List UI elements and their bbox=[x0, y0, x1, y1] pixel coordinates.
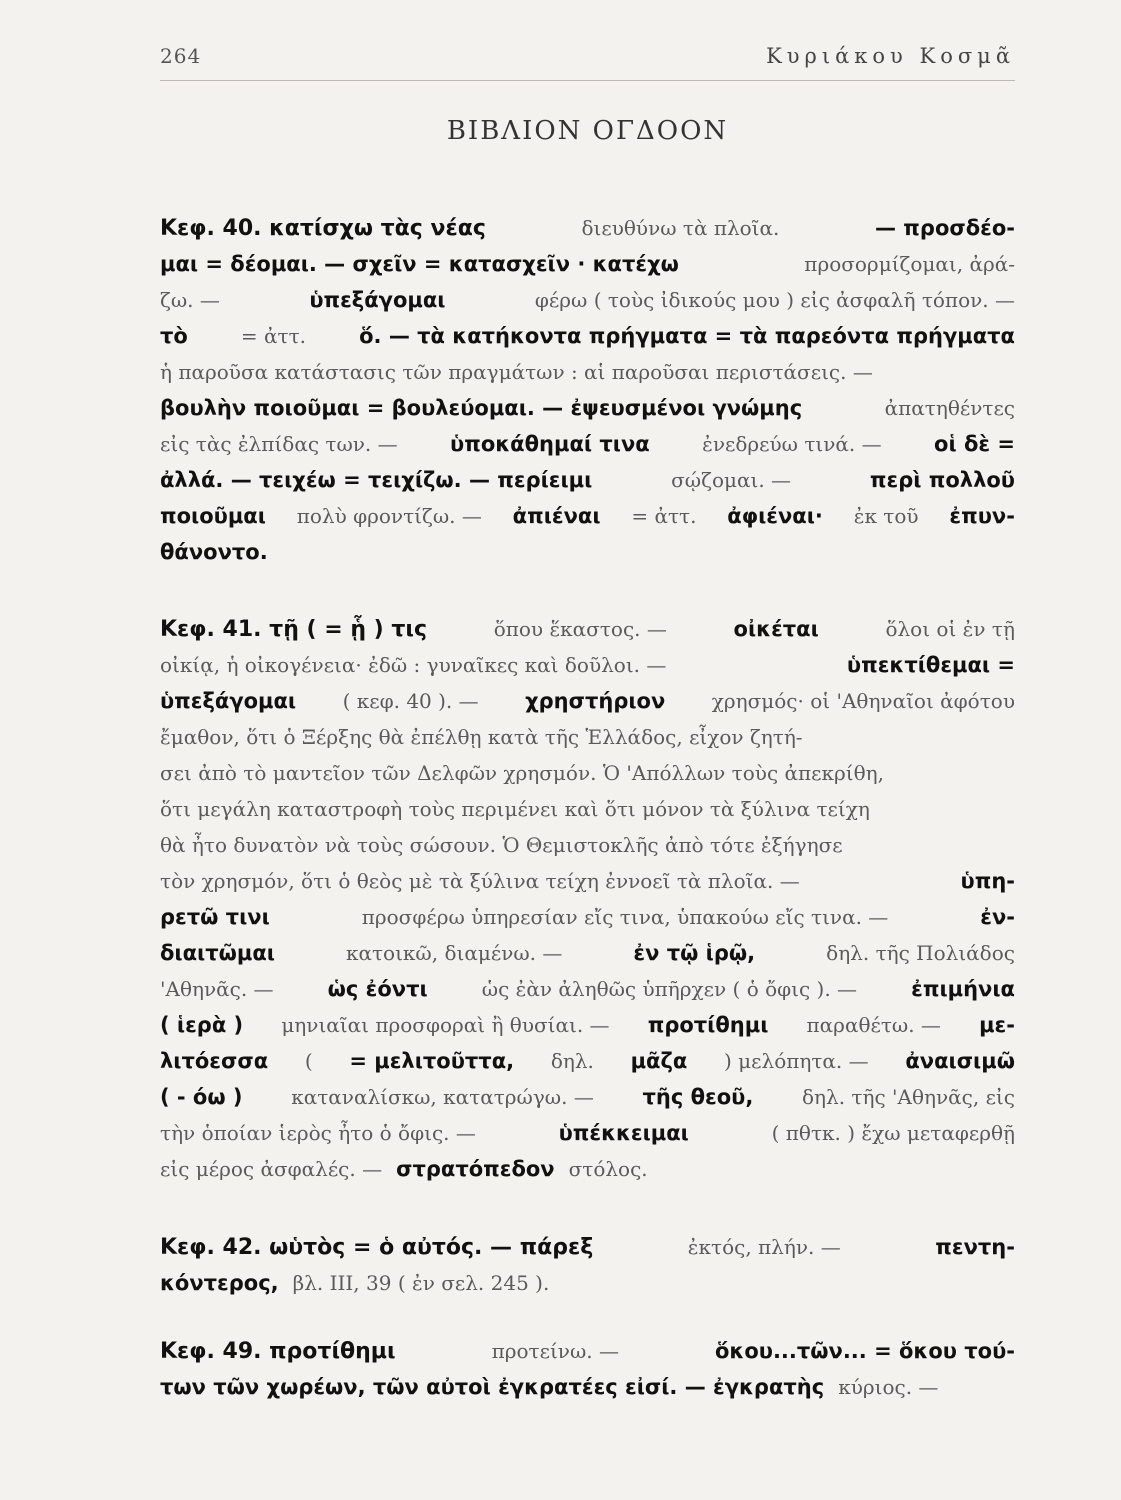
text-line bbox=[160, 390, 1015, 426]
headword-text: ὑπη- bbox=[960, 869, 1015, 893]
headword-text: ἐπυν- bbox=[949, 504, 1015, 528]
gloss-text: ) μελόπητα. — bbox=[724, 1049, 869, 1073]
headword-text: ρετῶ τινι bbox=[160, 905, 270, 929]
gloss-text: τὴν ὁποίαν ἱερὸς ἦτο ὁ ὄφις. — bbox=[160, 1121, 476, 1145]
text-line bbox=[160, 1007, 1015, 1043]
headword-text: ὑπεξάγομαι bbox=[160, 689, 297, 713]
headword-text: ἐν τῷ ἱρῷ, bbox=[633, 941, 756, 965]
text-line bbox=[160, 498, 1015, 534]
headword-text: ( - όω ) bbox=[160, 1085, 243, 1109]
gloss-text: τὸν χρησμόν, ὅτι ὁ θεὸς μὲ τὰ ξύλινα τείχη ἐννοεῖ τὰ πλοῖα. — bbox=[160, 869, 800, 893]
headword-text: ἐν- bbox=[980, 905, 1015, 929]
chapter-40-glosses bbox=[160, 210, 1015, 570]
text-line bbox=[160, 1333, 1015, 1369]
headword-text: ( ἱερὰ ) bbox=[160, 1013, 244, 1037]
headword-text: Κεφ. 42. ωὑτὸς = ὁ αὐτός. — πάρεξ bbox=[160, 1235, 594, 1260]
gloss-text: δηλ. bbox=[550, 1049, 594, 1073]
headword-text: κόντερος, bbox=[160, 1271, 279, 1295]
gloss-text: δηλ. τῆς Πολιάδος bbox=[826, 941, 1015, 965]
text-line bbox=[160, 611, 1015, 647]
headword-text: ἀφιέναι· bbox=[727, 504, 823, 528]
headword-text: τῆς θεοῦ, bbox=[642, 1085, 754, 1109]
text-line bbox=[160, 683, 1015, 719]
gloss-text: ἡ παροῦσα κατάστασις τῶν πραγμάτων : αἱ παροῦσαι περιστάσεις. — bbox=[160, 360, 873, 384]
gloss-text: χρησμός· οἱ 'Αθηναῖοι ἀφότου bbox=[711, 689, 1015, 713]
gloss-text: κατοικῶ, διαμένω. — bbox=[345, 941, 563, 965]
headword-text: διαιτῶμαι bbox=[160, 941, 275, 965]
gloss-text: προσορμίζομαι, ἀρά- bbox=[804, 252, 1015, 276]
chapter-41-glosses bbox=[160, 611, 1015, 1187]
gloss-text: βλ. III, 39 ( ἐν σελ. 245 ). bbox=[292, 1271, 550, 1295]
text-line bbox=[160, 462, 1015, 498]
book-title: ΒΙΒΛΙΟΝ ΟΓΔΟΟΝ bbox=[446, 116, 729, 146]
text-line bbox=[160, 246, 1015, 282]
gloss-text: ( πθτκ. ) ἔχω μεταφερθῇ bbox=[771, 1121, 1015, 1145]
gloss-text: ὡς ἐὰν ἀληθῶς ὑπῆρχεν ( ὁ ὄφις ). — bbox=[481, 977, 858, 1001]
gloss-text: φέρω ( τοὺς ἰδικούς μου ) εἰς ἀσφαλῆ τόπον. — bbox=[534, 288, 1015, 312]
text-line bbox=[160, 318, 1015, 354]
text-line bbox=[160, 1369, 1015, 1405]
headword-text: ἀπιέναι bbox=[512, 504, 601, 528]
text-line bbox=[160, 719, 1015, 755]
headword-text: μᾶζα bbox=[630, 1049, 688, 1073]
gloss-text: ὅπου ἕκαστος. — bbox=[493, 617, 667, 641]
text-line bbox=[160, 1265, 1015, 1301]
headword-text: των τῶν χωρέων, τῶν αὐτοὶ ἐγκρατέες εἰσί. — ἐγκρατὴς bbox=[160, 1375, 825, 1399]
headword-text: ὑποκάθημαί τινα bbox=[450, 432, 650, 456]
text-line bbox=[160, 534, 1015, 570]
gloss-text: δηλ. τῆς 'Αθηνᾶς, εἰς bbox=[802, 1085, 1015, 1109]
text-line bbox=[160, 827, 1015, 863]
headword-text: Κεφ. 41. τῇ ( = ᾗ ) τις bbox=[160, 617, 428, 642]
text-line bbox=[160, 899, 1015, 935]
gloss-text: ἐκ τοῦ bbox=[853, 504, 919, 528]
text-line bbox=[160, 282, 1015, 318]
text-line bbox=[160, 354, 1015, 390]
gloss-text: ἔμαθον, ὅτι ὁ Ξέρξης θὰ ἐπέλθῃ κατὰ τῆς Ἑλλάδος, εἶχον ζητή- bbox=[160, 725, 803, 749]
text-line bbox=[160, 647, 1015, 683]
headword-text: ὑπεξάγομαι bbox=[309, 288, 446, 312]
headword-text: βουλὴν ποιοῦμαι = βουλεύομαι. — ἐψευσμένοι γνώμης bbox=[160, 396, 803, 420]
text-line bbox=[160, 755, 1015, 791]
headword-text: μαι = δέομαι. — σχεῖν = κατασχεῖν · κατέχω bbox=[160, 252, 679, 276]
chapter-42-glosses bbox=[160, 1229, 1015, 1301]
headword-text: Κεφ. 49. προτίθημι bbox=[160, 1339, 396, 1364]
text-line bbox=[160, 426, 1015, 462]
headword-text: — προσδέο- bbox=[875, 216, 1015, 240]
gloss-text: παραθέτω. — bbox=[806, 1013, 941, 1037]
headword-text: ἐπιμήνια bbox=[911, 977, 1015, 1001]
headword-text: με- bbox=[979, 1013, 1015, 1037]
gloss-text: σῴζομαι. — bbox=[671, 468, 792, 492]
text-line bbox=[160, 1229, 1015, 1265]
headword-text: πεντη- bbox=[935, 1235, 1015, 1259]
gloss-text: προσφέρω ὑπηρεσίαν εἴς τινα, ὑπακούω εἴς τινα. — bbox=[361, 905, 889, 929]
headword-text: προτίθημι bbox=[647, 1013, 769, 1037]
gloss-text: προτείνω. — bbox=[491, 1339, 619, 1363]
gloss-text: στόλος. bbox=[568, 1157, 648, 1181]
gloss-text: διευθύνω τὰ πλοῖα. bbox=[581, 216, 780, 240]
running-head: Κυριάκου Κοσμᾶ bbox=[766, 44, 1015, 68]
gloss-text: ὅτι μεγάλη καταστροφὴ τοὺς περιμένει καὶ ὅτι μόνον τὰ ξύλινα τείχη bbox=[160, 797, 870, 821]
headword-text: χρηστήριον bbox=[525, 689, 666, 713]
gloss-text: ( bbox=[304, 1049, 313, 1073]
text-line bbox=[160, 1115, 1015, 1151]
headword-text: ὑπεκτίθεμαι = bbox=[846, 653, 1015, 677]
gloss-text: θὰ ἦτο δυνατὸν νὰ τοὺς σώσουν. Ὁ Θεμιστοκλῆς ἀπὸ τότε ἐξήγησε bbox=[160, 833, 843, 857]
text-line bbox=[160, 935, 1015, 971]
gloss-text: μηνιαῖαι προσφοραὶ ἢ θυσίαι. — bbox=[281, 1013, 610, 1037]
headword-text: ὡς ἐόντι bbox=[327, 977, 428, 1001]
text-line bbox=[160, 863, 1015, 899]
headword-text: οἰκέται bbox=[733, 617, 819, 641]
page-number: 264 bbox=[160, 44, 202, 68]
headword-text: θάνοντο. bbox=[160, 540, 268, 564]
text-line bbox=[160, 971, 1015, 1007]
gloss-text: ζω. — bbox=[160, 288, 220, 312]
headword-text: τὸ bbox=[160, 324, 188, 348]
gloss-text: εἰς μέρος ἀσφαλές. — bbox=[160, 1157, 383, 1181]
gloss-text: ἐκτός, πλήν. — bbox=[687, 1235, 841, 1259]
headword-text: λιτόεσσα bbox=[160, 1049, 269, 1073]
gloss-text: οἰκίᾳ, ἡ οἰκογένεια· ἐδῶ : γυναῖκες καὶ δοῦλοι. — bbox=[160, 653, 667, 677]
headword-text: ποιοῦμαι bbox=[160, 504, 266, 528]
headword-text: περὶ πολλοῦ bbox=[869, 468, 1015, 492]
gloss-text: ἐνεδρεύω τινά. — bbox=[702, 432, 882, 456]
headword-text: ἀλλά. — τειχέω = τειχίζω. — περίειμι bbox=[160, 468, 593, 492]
headword-text: ὅκου...τῶν... = ὅκου τού- bbox=[714, 1339, 1015, 1363]
gloss-text: = ἀττ. bbox=[631, 504, 697, 528]
gloss-text: ( κεφ. 40 ). — bbox=[342, 689, 479, 713]
headword-text: ὑπέκκειμαι bbox=[558, 1121, 689, 1145]
gloss-text: ὅλοι οἱ ἐν τῇ bbox=[885, 617, 1015, 641]
text-line bbox=[160, 1043, 1015, 1079]
text-line bbox=[160, 1079, 1015, 1115]
headword-text: = μελιτοῦττα, bbox=[349, 1049, 515, 1073]
headword-text: ἀναισιμῶ bbox=[905, 1049, 1015, 1073]
text-line bbox=[160, 791, 1015, 827]
gloss-text: ἀπατηθέντες bbox=[884, 396, 1015, 420]
text-line bbox=[160, 1151, 1015, 1187]
headword-text: ὅ. — τὰ κατήκοντα πρήγματα = τὰ παρεόντα πρήγματα bbox=[359, 324, 1015, 348]
page-header bbox=[160, 40, 1015, 81]
gloss-text: κύριος. — bbox=[838, 1375, 939, 1399]
gloss-text: 'Αθηνᾶς. — bbox=[160, 977, 274, 1001]
text-line bbox=[160, 210, 1015, 246]
chapter-49-glosses bbox=[160, 1333, 1015, 1405]
headword-text: στρατόπεδον bbox=[396, 1157, 555, 1181]
gloss-text: = ἀττ. bbox=[240, 324, 307, 348]
gloss-text: καταναλίσκω, κατατρώγω. — bbox=[291, 1085, 594, 1109]
gloss-text: πολὺ φροντίζω. — bbox=[296, 504, 482, 528]
headword-text: οἱ δὲ = bbox=[934, 432, 1015, 456]
gloss-text: εἰς τὰς ἐλπίδας των. — bbox=[160, 432, 398, 456]
gloss-text: σει ἀπὸ τὸ μαντεῖον τῶν Δελφῶν χρησμόν. Ὁ 'Απόλλων τοὺς ἀπεκρίθη, bbox=[160, 761, 884, 785]
headword-text: Κεφ. 40. κατίσχω τὰς νέας bbox=[160, 216, 486, 241]
